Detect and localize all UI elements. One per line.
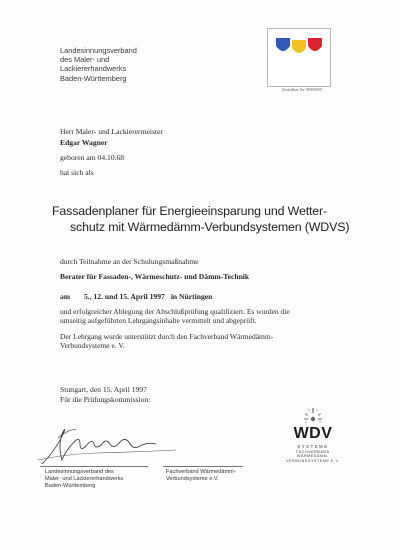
signature-caption-left: [45, 469, 123, 491]
body-line: Verbundsysteme e. V.: [60, 341, 125, 351]
yellow-cup: [292, 40, 306, 53]
certificate-number: Zertifikat Nr. BW0055: [282, 87, 323, 92]
body-line: und erfolgreicher Ablegung der Abschlußprüfung qualifiziert. Es wurden die: [60, 307, 290, 316]
recipient-name: Edgar Wagner: [60, 138, 108, 147]
wdv-subtitle: [278, 445, 348, 463]
course-dates: 5., 12. und 15. April 1997: [84, 292, 165, 301]
guild-logo: [267, 28, 331, 87]
wdv-logo: [278, 407, 348, 471]
caption-line: Maler- und Lackiererhandwerks: [45, 476, 124, 483]
wdv-subline: VERBUNDSYSTEME E.V.: [286, 458, 340, 463]
signature-line-right: [163, 466, 243, 467]
caption-line: Landesinnungsverband des: [45, 469, 114, 475]
commission-label: Für die Prüfungskommission:: [60, 395, 151, 404]
body-paragraph: [60, 307, 290, 326]
signature-line-left: [40, 466, 148, 467]
course-intro: durch Teilnahme an der Schulungsmaßnahme: [60, 257, 199, 266]
handwritten-signature: [36, 420, 186, 470]
body-line: Der Lehrgang wurde unterstützt durch den Fachverband Wärmedämm-: [60, 332, 274, 341]
caption-line: Fachverband Wärmedämm-: [166, 469, 236, 475]
wdv-subline: WÄRMEDÄMM-: [297, 454, 329, 459]
qualification-title-line: schutz mit Wärmedämm-Verbundsystemen (WDVS): [70, 220, 350, 234]
issuer-line: Landesinnungsverband: [60, 46, 137, 55]
recipient-birth: geboren am 04.10.68: [60, 153, 125, 162]
place-date: Stuttgart, den 15. April 1997: [60, 385, 147, 394]
issuer-address: [60, 46, 230, 83]
course-place: in Nürtingen: [170, 292, 213, 301]
issuer-line: Lackiererhandwerks: [60, 64, 127, 74]
three-paint-cups-icon: [268, 29, 330, 86]
qualification-title-line: Fassadenplaner für Energieeinsparung und Wetter-: [52, 204, 327, 218]
recipient-intro: hat sich als: [60, 168, 94, 177]
wdv-subline: SYSTEME: [297, 444, 329, 449]
caption-line: Verbundsysteme e.V.: [166, 476, 219, 483]
sun-rays-icon: [303, 407, 323, 425]
course-title: Berater für Fassaden-, Wärmeschutz- und Dämm-Technik: [60, 272, 250, 281]
body-paragraph: [60, 332, 273, 351]
issuer-line: des Maler- und: [60, 55, 110, 65]
course-dates-row: [60, 292, 212, 301]
qualification-title: [52, 203, 352, 235]
issuer-line: Baden-Württemberg: [60, 73, 127, 83]
blue-cup: [276, 38, 290, 51]
caption-line: Baden-Württemberg: [45, 483, 96, 490]
red-cup: [308, 38, 322, 51]
date-prefix: am: [60, 292, 71, 301]
body-line: umseitig aufgeführten Lehrgangsinhalte vermittelt und abgeprüft.: [60, 316, 257, 326]
wdv-letters: WDV: [293, 425, 333, 442]
recipient-title: Herr Maler- und Lackierermeister: [60, 127, 163, 136]
signature-caption-right: [166, 469, 236, 483]
wdv-subline: FACHVERBAND: [296, 449, 330, 454]
